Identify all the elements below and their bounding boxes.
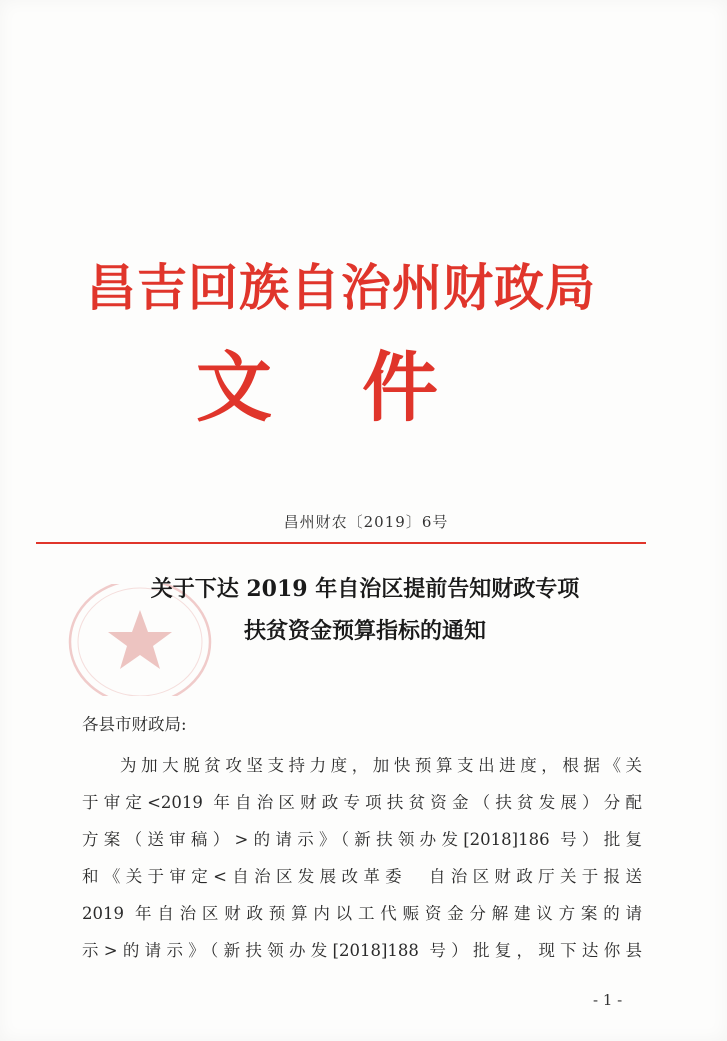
notice-title-line-2: 扶贫资金预算指标的通知 [243, 618, 486, 644]
page-number: - 1 - [593, 991, 623, 1009]
body-line: 为加大脱贫攻坚支持力度，加快预算支出进度，根据《关 [120, 756, 642, 775]
body-line: 和《关于审定<自治区发展改革委 自治区财政厅关于报送 [82, 867, 642, 886]
document-number: 昌州财农〔2019〕6号 [283, 513, 449, 531]
salutation: 各县市财政局: [82, 715, 187, 734]
body-line: 示>的请示》（新扶领办发[2018]188 号）批复，现下达你县 [82, 941, 642, 960]
body-line: 方案（送审稿）>的请示》（新扶领办发[2018]186 号）批复 [82, 830, 642, 849]
body-line: 于审定<2019 年自治区财政专项扶贫资金（扶贫发展）分配 [82, 793, 642, 812]
red-divider-line [36, 542, 646, 544]
document-type: 文件 [196, 343, 528, 432]
body-line: 2019 年自治区财政预算内以工代赈资金分解建议方案的请 [82, 904, 642, 923]
issuing-authority: 昌吉回族自治州财政局 [86, 259, 596, 317]
notice-title-line-1: 关于下达 2019 年自治区提前告知财政专项 [150, 576, 580, 602]
